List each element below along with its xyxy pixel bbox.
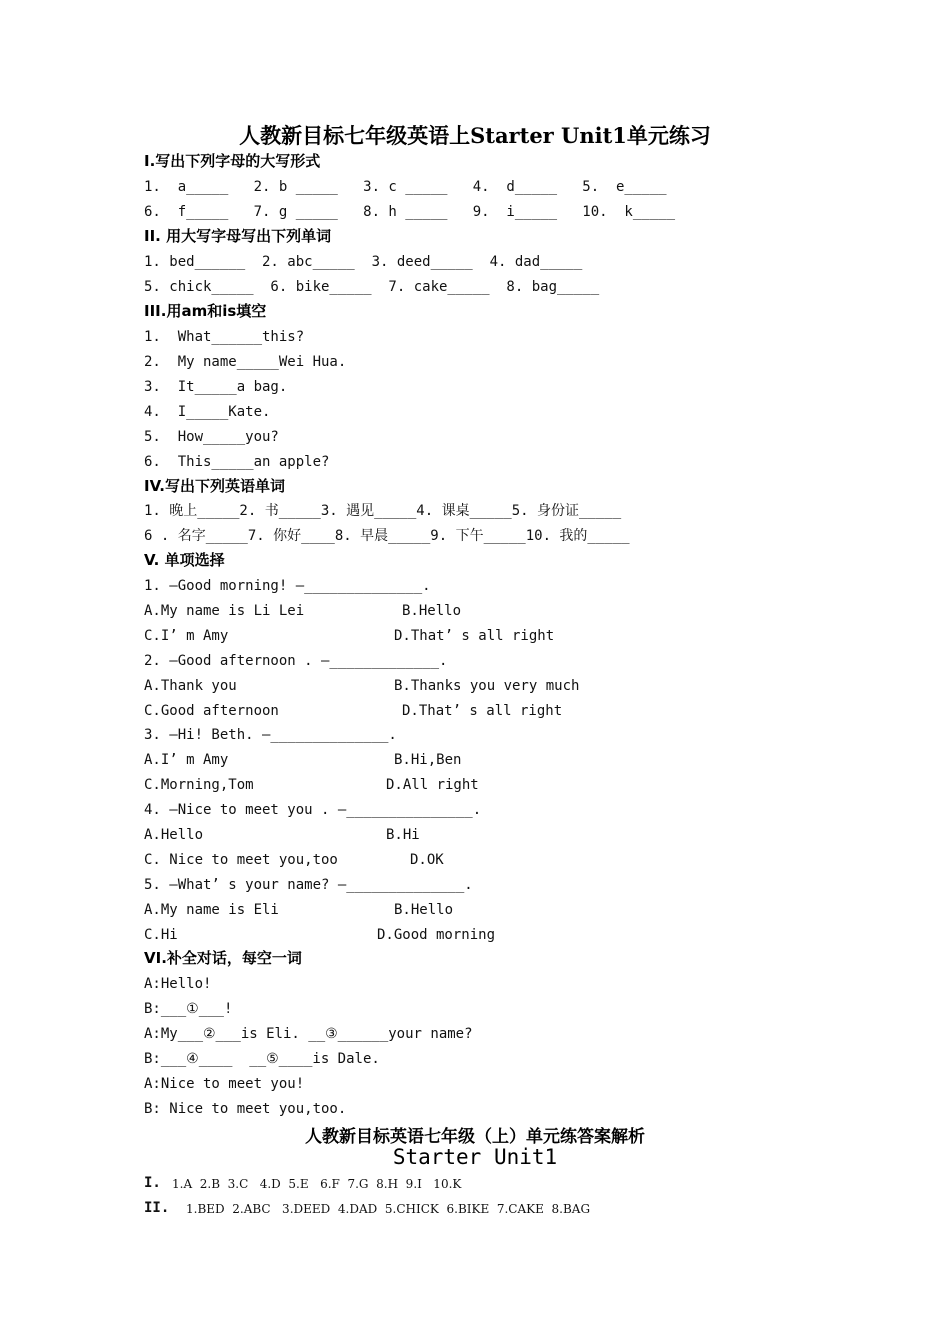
option-4b: B.Hi <box>386 827 420 843</box>
section-1-row-1: 1. a_____ 2. b _____ 3. c _____ 4. d_____ 5. e_____ <box>144 179 667 195</box>
option-1c: C.I’ m Amy <box>144 628 229 644</box>
question-1: 1. —Good morning! —______________. <box>144 578 431 594</box>
section-4-row-2: 6 . 名字_____7. 你好____8. 早晨_____9. 下午_____10. 我的_____ <box>144 528 630 544</box>
section-3-item: 1. What______this? <box>144 329 305 345</box>
section-2-row-1: 1. bed______ 2. abc_____ 3. deed_____ 4. dad_____ <box>144 254 583 270</box>
section-3-heading: III.用am和is填空 <box>144 302 267 320</box>
section-1-row-2: 6. f_____ 7. g _____ 8. h _____ 9. i_____ 10. k_____ <box>144 204 676 220</box>
dialogue-line: B: Nice to meet you,too. <box>144 1101 347 1117</box>
option-2d: D.That’ s all right <box>402 703 563 719</box>
option-5a: A.My name is Eli <box>144 902 279 918</box>
section-4-heading: IV.写出下列英语单词 <box>144 477 285 495</box>
document-title: 人教新目标七年级英语上Starter Unit1单元练习 <box>239 123 711 148</box>
dialogue-line: B:___④____ __⑤____is Dale. <box>144 1051 380 1067</box>
section-3-item: 3. It_____a bag. <box>144 379 288 395</box>
section-5-heading: V. 单项选择 <box>144 551 225 569</box>
question-4: 4. —Nice to meet you . —_______________. <box>144 802 482 818</box>
option-5c: C.Hi <box>144 927 178 943</box>
answer-row-1: 1.A 2.B 3.C 4.D 5.E 6.F 7.G 8.H 9.I 10.K <box>172 1177 462 1191</box>
section-1-heading: Ⅰ.写出下列字母的大写形式 <box>144 152 321 170</box>
option-1a: A.My name is Li Lei <box>144 603 305 619</box>
option-2b: B.Thanks you very much <box>394 678 580 694</box>
option-4a: A.Hello <box>144 827 204 843</box>
option-3d: D.All right <box>386 777 479 793</box>
option-4c: C. Nice to meet you,too <box>144 852 338 868</box>
section-4-row-1: 1. 晚上_____2. 书_____3. 遇见_____4. 课桌_____5. 身份证_____ <box>144 503 622 519</box>
section-3-item: 4. I_____Kate. <box>144 404 271 420</box>
dialogue-line: B:___①___! <box>144 1001 233 1017</box>
answer-row-2: 1.BED 2.ABC 3.DEED 4.DAD 5.CHICK 6.BIKE 7.CAKE 8.BAG <box>186 1202 591 1216</box>
answer-row-1-label: I. <box>144 1175 161 1191</box>
question-3: 3. —Hi! Beth. —______________. <box>144 727 397 743</box>
option-1d: D.That’ s all right <box>394 628 555 644</box>
option-3b: B.Hi,Ben <box>394 752 462 768</box>
section-6-heading: VI.补全对话，每空一词 <box>144 949 302 967</box>
option-4d: D.OK <box>410 852 444 868</box>
option-3a: A.I’ m Amy <box>144 752 229 768</box>
section-3-item: 5. How_____you? <box>144 429 279 445</box>
question-2: 2. —Good afternoon . —_____________. <box>144 653 448 669</box>
section-3-item: 6. This_____an apple? <box>144 454 330 470</box>
answer-title: 人教新目标英语七年级（上）单元练答案解析 <box>305 1127 645 1147</box>
dialogue-line: A:Hello! <box>144 976 212 992</box>
dialogue-line: A:Nice to meet you! <box>144 1076 305 1092</box>
answer-row-2-label: II. <box>144 1200 170 1216</box>
option-2c: C.Good afternoon <box>144 703 279 719</box>
dialogue-line: A:My___②___is Eli. __③______your name? <box>144 1026 473 1042</box>
question-5: 5. —What’ s your name? —______________. <box>144 877 473 893</box>
option-5d: D.Good morning <box>377 927 496 943</box>
option-3c: C.Morning,Tom <box>144 777 254 793</box>
answer-subtitle: Starter Unit1 <box>392 1145 558 1169</box>
option-2a: A.Thank you <box>144 678 237 694</box>
section-3-item: 2. My name_____Wei Hua. <box>144 354 347 370</box>
option-5b: B.Hello <box>394 902 454 918</box>
section-2-heading: II. 用大写字母写出下列单词 <box>144 227 332 245</box>
section-2-row-2: 5. chick_____ 6. bike_____ 7. cake_____ 8. bag_____ <box>144 279 600 295</box>
option-1b: B.Hello <box>402 603 462 619</box>
